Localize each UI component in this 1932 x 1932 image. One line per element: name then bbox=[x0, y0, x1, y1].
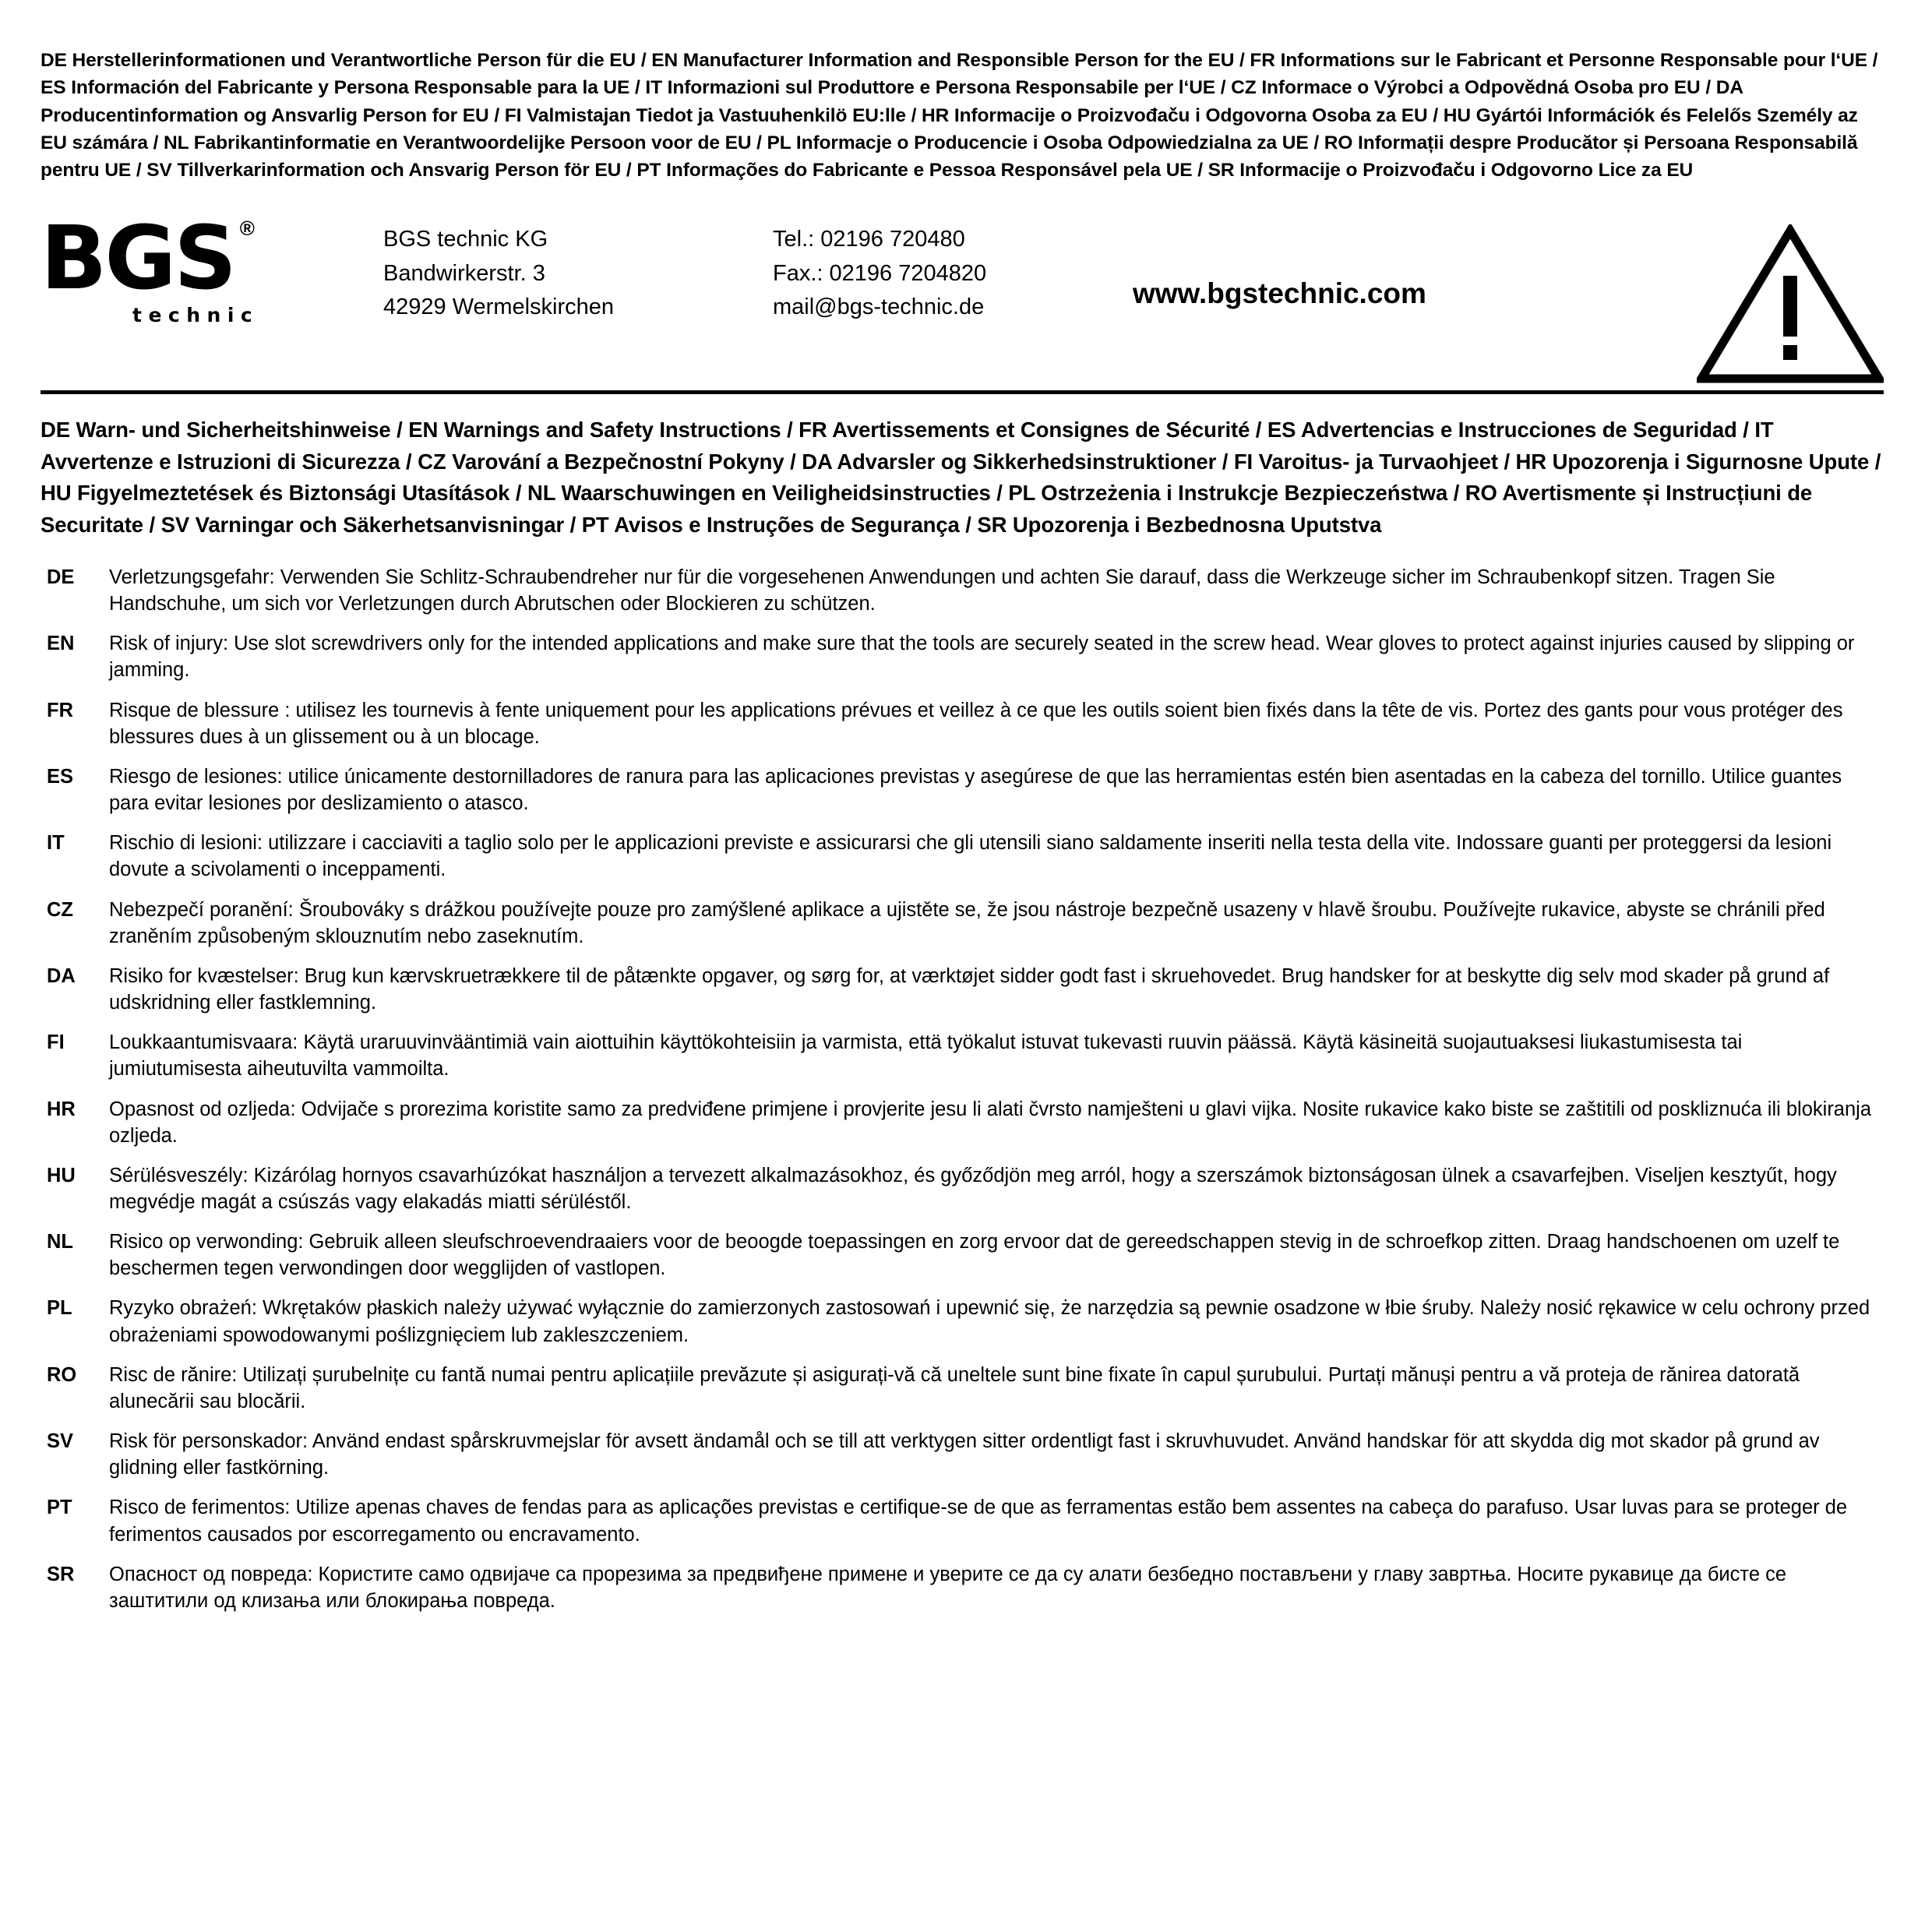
language-code: ES bbox=[47, 765, 74, 788]
list-item bbox=[41, 1362, 1884, 1415]
warning-text: Sérülésveszély: Kizárólag hornyos csavarhúzókat használjon a tervezett alkalmazásokhoz, és győződjön meg arról, hogy a szerszámok biztonságosan ülnek a csavarfejben. Viseljen kesztyűt, hogy megvédje magát a csúszás vagy elakadás miatti sérüléstől. bbox=[109, 1164, 1837, 1213]
warning-text: Risco de ferimentos: Utilize apenas chaves de fendas para as aplicações previstas e certifique-se de que as ferramentas estão bem assentes na cabeça do parafuso. Usar luvas para se proteger de ferimentos causados por escorregamento ou encravamento. bbox=[109, 1497, 1848, 1546]
list-item bbox=[41, 1295, 1884, 1348]
language-code: FI bbox=[47, 1031, 65, 1054]
language-code: RO bbox=[47, 1363, 77, 1386]
company-city: 42929 Wermelskirchen bbox=[383, 294, 615, 320]
language-code: SV bbox=[47, 1430, 74, 1453]
company-fax: Fax.: 02196 7204820 bbox=[773, 260, 987, 286]
warning-text: Riesgo de lesiones: utilice únicamente destornilladores de ranura para las aplicaciones previstas y asegúrese de que las herramientas estén bien asentadas en la cabeza del tornillo. Utilice guantes para evitar lesiones por deslizamiento o atasco. bbox=[109, 765, 1842, 815]
warning-text: Verletzungsgefahr: Verwenden Sie Schlitz-Schraubendreher nur für die vorgesehenen Anwendungen und achten Sie darauf, dass die Werkzeuge sicher im Schraubenkopf sitzen. Tragen Sie Handschuhe, um sich vor Verletzungen durch Abrutschen oder Blockieren zu schützen. bbox=[109, 566, 1775, 615]
list-item bbox=[41, 564, 1884, 617]
language-code: PL bbox=[47, 1297, 72, 1320]
language-code: NL bbox=[47, 1231, 73, 1253]
safety-section-heading: DE Warn- und Sicherheitshinweise / EN Warnings and Safety Instructions / FR Avertissements et Consignes de Sécurité / ES Advertencias e Instrucciones de Seguridad / IT Avvertenze e Istruzioni di Sicurezza / CZ Varování a Bezpečnostní Pokyny / DA Advarsler og Sikkerhedsinstruktioner / FI Varoitus- ja Turvaohjeet / HR Upozorenja i Sigurnosne Upute / HU Figyelmeztetések és Biztonsági Utasítások / NL Waarschuwingen en Veiligheidsinstructies / PL Ostrzeżenia i Instrukcje Bezpieczeństwa / RO Avertismente și Instrucțiuni de Securitate / SV Varningar och Säkerhetsanvisningar / PT Avisos e Instruções de Segurança / SR Upozorenja i Bezbednosna Uputstva bbox=[41, 418, 1881, 537]
language-code: FR bbox=[47, 699, 73, 721]
warning-text: Nebezpečí poranění: Šroubováky s drážkou používejte pouze pro zamýšlené aplikace a ujistěte se, že jsou nástroje bezpečně usazeny v hlavě šroubu. Používejte rukavice, abyste se chránili před zraněním způsobeným sklouznutím nebo zaseknutím. bbox=[109, 898, 1825, 947]
list-item bbox=[41, 1162, 1884, 1215]
warnings-list bbox=[41, 564, 1884, 1614]
list-item bbox=[41, 630, 1884, 683]
language-code: DA bbox=[47, 964, 76, 987]
language-code: IT bbox=[47, 832, 65, 855]
company-email: mail@bgs-technic.de bbox=[773, 294, 985, 320]
warning-text: Risk of injury: Use slot screwdrivers only for the intended applications and make sure that the tools are securely seated in the screw head. Wear gloves to protect against injuries caused by slipping or jamming. bbox=[109, 633, 1855, 682]
language-code: HR bbox=[47, 1098, 76, 1120]
warning-text: Ryzyko obrażeń: Wkrętaków płaskich należy używać wyłącznie do zamierzonych zastosowań i upewnić się, że narzędzia są pewnie osadzone w łbie śruby. Należy nosić rękawice w celu ochrony przed obrażeniami spowodowanymi poślizgnięciem lub zakleszczeniem. bbox=[109, 1297, 1870, 1346]
registered-trademark-icon: ® bbox=[239, 217, 255, 241]
list-item bbox=[41, 763, 1884, 816]
list-item bbox=[41, 1428, 1884, 1481]
warning-text: Опасност од повреда: Користите само одвијаче са прорезима за предвиђене примене и уверите се да су алати безбедно постављени у главу завртња. Носите рукавице да бисте се заштитили од клизања или блокирања повреда. bbox=[109, 1563, 1787, 1612]
language-code: SR bbox=[47, 1563, 75, 1585]
company-tel: Tel.: 02196 720480 bbox=[773, 227, 965, 252]
company-website: www.bgstechnic.com bbox=[1133, 277, 1426, 310]
manufacturer-info-header: DE Herstellerinformationen und Verantwortliche Person für die EU / EN Manufacturer Information and Responsible Person for the EU / FR Informations sur le Fabricant et Personne Responsable pour l‘UE / ES Información del Fabricante y Persona Responsable para la UE / IT Informazioni sul Produttore e Persona Responsabile per l‘UE / CZ Informace o Výrobci a Odpovědná Osoba pro EU / DA Producentinformation og Ansvarlig Person for EU / FI Valmistajan Tiedot ja Vastuuhenkilö EU:lle / HR Informacije o Proizvođaču i Odgovorna Osoba za EU / HU Gyártói Információk és Felelős Személy az EU számára / NL Fabrikantinformatie en Verantwoordelijke Persoon voor de EU / PL Informacje o Producencie i Osoba Odpowiedzialna za UE / RO Informații despre Producător și Persoana Responsabilă pentru UE / SV Tillverkarinformation och Ansvarig Person för EU / PT Informações do Fabricante e Pessoa Responsável pela UE / SR Informacije o Proizvođaču i Odgovorno Lice za EU bbox=[41, 50, 1878, 182]
list-item bbox=[41, 1096, 1884, 1149]
language-code: DE bbox=[47, 566, 75, 589]
logo-wordmark-wrap bbox=[41, 208, 255, 310]
company-name: BGS technic KG bbox=[383, 227, 548, 252]
language-code: EN bbox=[47, 633, 75, 655]
warning-text: Risiko for kvæstelser: Brug kun kærvskruetrækkere til de påtænkte opgaver, og sørg for, at værktøjet sidder godt fast i skruehovedet. Brug handsker for at beskytte dig selv mod skader på grund af udskridning eller fastklemning. bbox=[109, 964, 1830, 1014]
bgs-logo bbox=[41, 209, 383, 326]
warning-text: Risque de blessure : utilisez les tournevis à fente uniquement pour les applications prévues et veillez à ce que les outils soient bien fixés dans la tête de vis. Portez des gants pour vous protéger des blessures dues à un glissement ou à un blocage. bbox=[109, 699, 1843, 748]
warning-text: Loukkaantumisvaara: Käytä uraruuvinvääntimiä vain aiottuihin käyttökohteisiin ja varmista, että työkalut istuvat tukevasti ruuvin päässä. Käytä käsineitä suojautuaksesi liukastumisesta tai jumiutumisesta aiheutuvilta vammoilta. bbox=[109, 1031, 1743, 1081]
language-code: HU bbox=[47, 1164, 76, 1186]
list-item bbox=[41, 1494, 1884, 1547]
list-item bbox=[41, 963, 1884, 1016]
warning-text: Risc de rănire: Utilizați șurubelnițe cu fantă numai pentru aplicațiile prevăzute și asigurați-vă că uneltele sunt bine fixate în capul șurubului. Purtați mănuși pentru a vă proteja de rănirea datorată alunecării sau blocării. bbox=[109, 1363, 1800, 1412]
language-code: PT bbox=[47, 1497, 72, 1519]
logo-subtext: technic bbox=[132, 304, 259, 327]
warning-text: Risk för personskador: Använd endast spårskruvmejslar för avsett ändamål och se till att verktygen sitter ordentligt fast i skruvhuvudet. Använd handskar för att skydda dig mot skador på grund av glidning eller fastkörning. bbox=[109, 1430, 1820, 1479]
list-item bbox=[41, 830, 1884, 883]
logo-wordmark: BGS bbox=[41, 208, 234, 310]
language-code: CZ bbox=[47, 898, 73, 921]
list-item bbox=[41, 897, 1884, 950]
company-address bbox=[383, 209, 773, 325]
list-item bbox=[41, 1229, 1884, 1282]
list-item bbox=[41, 697, 1884, 750]
list-item bbox=[41, 1029, 1884, 1082]
company-contact bbox=[773, 209, 1116, 325]
company-street: Bandwirkerstr. 3 bbox=[383, 260, 545, 286]
warning-text: Opasnost od ozljeda: Odvijače s prorezima koristite samo za predviđene primjene i provjerite jesu li alati čvrsto namješteni u glavi vijka. Nosite rukavice kako biste se zaštitili od poskliznuća ili blokiranja ozljeda. bbox=[109, 1098, 1872, 1147]
list-item bbox=[41, 1561, 1884, 1614]
warning-triangle-icon bbox=[1689, 209, 1884, 384]
warning-text: Risico op verwonding: Gebruik alleen sleufschroevendraaiers voor de beoogde toepassingen en zorg ervoor dat de gereedschappen stevig in de schroefkop zitten. Draag handschoenen om uzelf te beschermen tegen verwondingen door wegglijden of vastlopen. bbox=[109, 1231, 1840, 1280]
warning-text: Rischio di lesioni: utilizzare i cacciaviti a taglio solo per le applicazioni previste e assicurarsi che gli utensili siano saldamente inseriti nella testa della vite. Indossare guanti per proteggersi da lesioni dovute a scivolamenti o inceppamenti. bbox=[109, 832, 1832, 881]
company-info-band bbox=[41, 201, 1884, 394]
